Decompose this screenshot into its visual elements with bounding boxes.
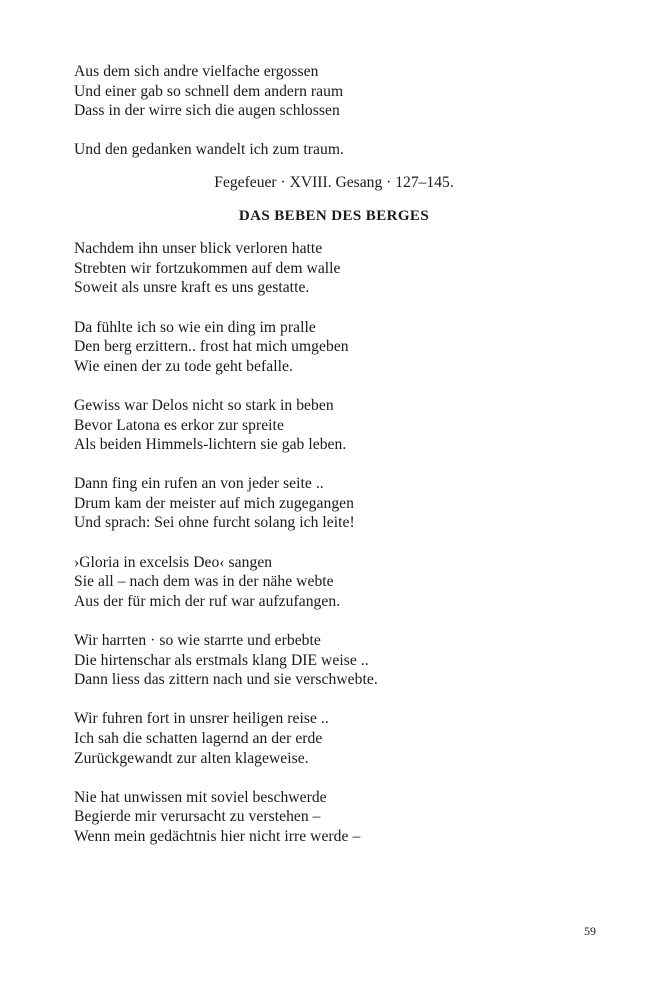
stanza-4 <box>74 474 594 533</box>
verse-line: Wir harrten · so wie starrte und erbebte <box>74 632 321 650</box>
verse-line: Und den gedanken wandelt ich zum traum. <box>74 141 344 159</box>
verse-line: Zurückgewandt zur alten klageweise. <box>74 749 309 767</box>
canto-citation: Fegefeuer · XVIII. Gesang · 127–145. <box>214 173 454 191</box>
stanza-5 <box>74 553 594 612</box>
verse-line: Und einer gab so schnell dem andern raum <box>74 82 344 100</box>
stanza-2 <box>74 318 594 377</box>
stanza-6 <box>74 631 594 690</box>
stanza-1 <box>74 239 594 298</box>
verse-line: Drum kam der meister auf mich zugegangen <box>74 494 354 512</box>
stanza-8 <box>74 788 594 847</box>
intro-stanza-1 <box>74 62 594 121</box>
verse-line: Wie einen der zu tode geht befalle. <box>74 357 293 375</box>
verse-line: Sie all – nach dem was in der nähe webte <box>74 573 334 591</box>
verse-line: Da fühlte ich so wie ein ding im pralle <box>74 318 316 336</box>
verse-line: Bevor Latona es erkor zur spreite <box>74 416 284 434</box>
verse-line: Begierde mir verursacht zu verstehen – <box>74 808 321 826</box>
verse-line: Strebten wir fortzukommen auf dem walle <box>74 259 341 277</box>
page-body <box>74 62 594 847</box>
verse-line: Nie hat unwissen mit soviel beschwerde <box>74 788 327 806</box>
verse-line: Wenn mein gedächtnis hier nicht irre werde – <box>74 827 361 845</box>
stanza-7 <box>74 709 594 768</box>
verse-line: Als beiden Himmels-lichtern sie gab leben. <box>74 436 347 454</box>
stanza-3 <box>74 396 594 455</box>
verse-line: Dann liess das zittern nach und sie verschwebte. <box>74 671 378 689</box>
section-title: DAS BEBEN DES BERGES <box>238 207 430 224</box>
verse-line: Den berg erzittern.. frost hat mich umgeben <box>74 338 349 356</box>
page-number: 59 <box>584 924 596 938</box>
verse-line: ›Gloria in excelsis Deo‹ sangen <box>74 553 273 571</box>
verse-line: Aus dem sich andre vielfache ergossen <box>74 63 319 80</box>
verse-line: Aus der für mich der ruf war aufzufangen. <box>74 592 341 610</box>
verse-line: Ich sah die schatten lagernd an der erde <box>74 730 323 747</box>
verse-line: Die hirtenschar als erstmals klang DIE weise .. <box>74 651 369 669</box>
verse-line: Wir fuhren fort in unsrer heiligen reise .. <box>74 710 329 728</box>
intro-stanza-2 <box>74 140 594 160</box>
verse-line: Dann fing ein rufen an von jeder seite .. <box>74 475 324 493</box>
verse-line: Dass in der wirre sich die augen schlossen <box>74 102 340 120</box>
verse-line: Soweit als unsre kraft es uns gestatte. <box>74 279 310 297</box>
verse-line: Nachdem ihn unser blick verloren hatte <box>74 240 323 258</box>
verse-line: Und sprach: Sei ohne furcht solang ich leite! <box>74 514 355 532</box>
verse-line: Gewiss war Delos nicht so stark in beben <box>74 396 334 414</box>
